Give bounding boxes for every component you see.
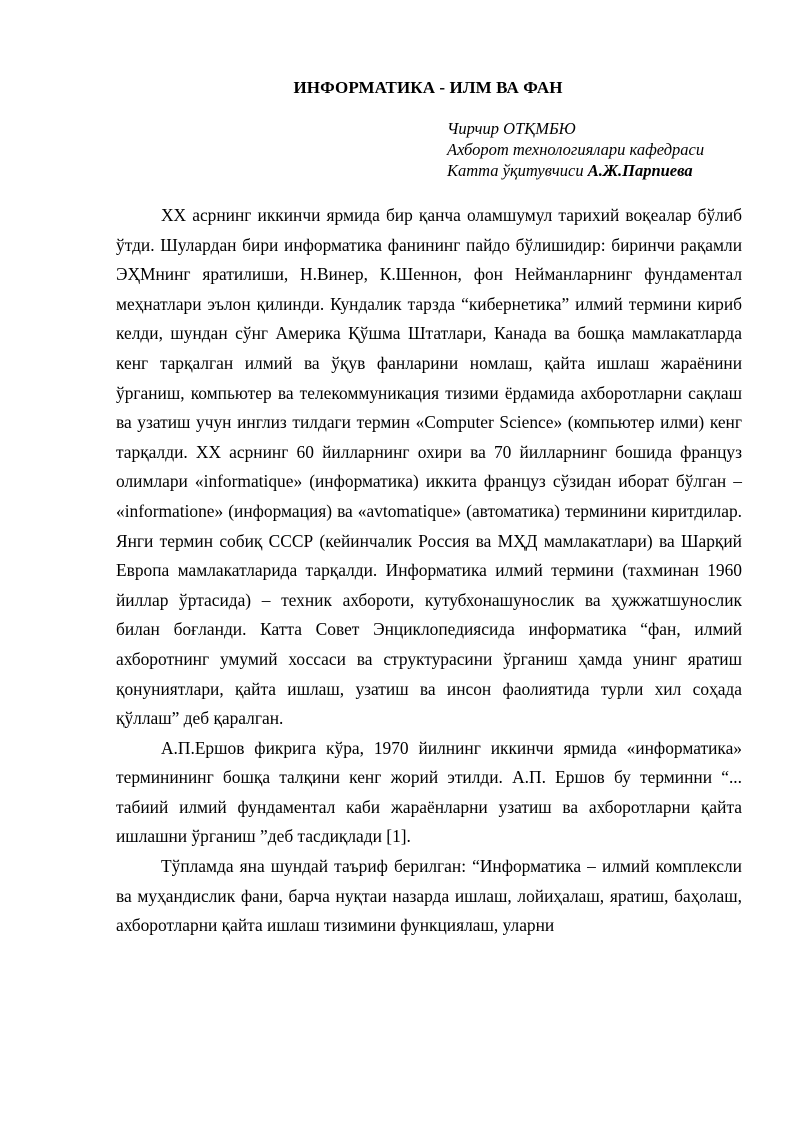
document-body [116, 201, 742, 941]
page-title: ИНФОРМАТИКА - ИЛМ ВА ФАН [293, 78, 563, 97]
paragraph-1: XX асрнинг иккинчи ярмида бир қанча оламшумул тарихий воқеалар бўлиб ўтди. Шулардан бири информатика фанининг пайдо бўлишидир: биринчи рақамли ЭҲМнинг яратилиши, Н.Винер, К.Шеннон, фон Нейманларнинг фундаментал меҳнатлари эълон қилинди. Кундалик тарзда “кибернетика” илмий термини кириб келди, шундан сўнг Америка Қўшма Штатлари, Канада ва бошқа мамлакатларда кенг тарқалган илмий ва ўқув фанларини номлаш, қайта ишлаш жараёнини ўрганиш, компьютер ва телекоммуникация тизими ёрдамида ахборотларни сақлаш ва узатиш учун инглиз тилдаги термин «Computer Science» (компьютер илми) кенг тарқалди. XX асрнинг 60 йилларнинг охири ва 70 йилларнинг бошида француз олимлари «informatique» (информатика) иккита француз сўзидан иборат бўлган – «informatione» (информация) ва «avtomatique» (автоматика) терминини киритдилар. Янги термин собиқ СССР (кейинчалик Россия ва МҲД мамлакатлари) ва Шарқий Европа мамлакатларида тарқалди. Информатика илмий термини (тахминан 1960 йиллар ўртасида) – техник ахбороти, кутубхонашунослик ва ҳужжатшунослик билан боғланди. Катта Совет Энциклопедиясида информатика “фан, илмий ахборотнинг умумий хоссаси ва структурасини ўрганиш ҳамда унинг яратиш қонуниятлари, қайта ишлаш, узатиш ва инсон фаолиятида турли хил соҳада қўллаш” деб қаралган. [116, 205, 742, 729]
author-department: Ахборот технологиялари кафедраси [447, 140, 705, 159]
author-position: Катта ўқитувчиси [447, 161, 588, 180]
paragraph-2: А.П.Ершов фикрига кўра, 1970 йилнинг иккинчи ярмида «информатика» терминининг бошқа талқини кенг жорий этилди. А.П. Ершов бу терминни “... табиий илмий фундаментал каби жараёнларни узатиш ва ахборотларни қайта ишлашни ўрганиш ”деб тасдиқлади [1]. [116, 737, 742, 847]
author-position-line [447, 160, 704, 181]
author-name: А.Ж.Парпиева [587, 161, 693, 180]
author-block [447, 118, 704, 181]
paragraph-3: Тўпламда яна шундай таъриф берилган: “Информатика – илмий комплексли ва муҳандислик фани, барча нуқтаи назарда ишлаш, лойиҳалаш, яратиш, баҳолаш, ахборотларни қайта ишлаш тизимини функциялаш, уларни [116, 856, 742, 936]
author-institution: Чирчир ОТҚМБЮ [447, 119, 576, 138]
